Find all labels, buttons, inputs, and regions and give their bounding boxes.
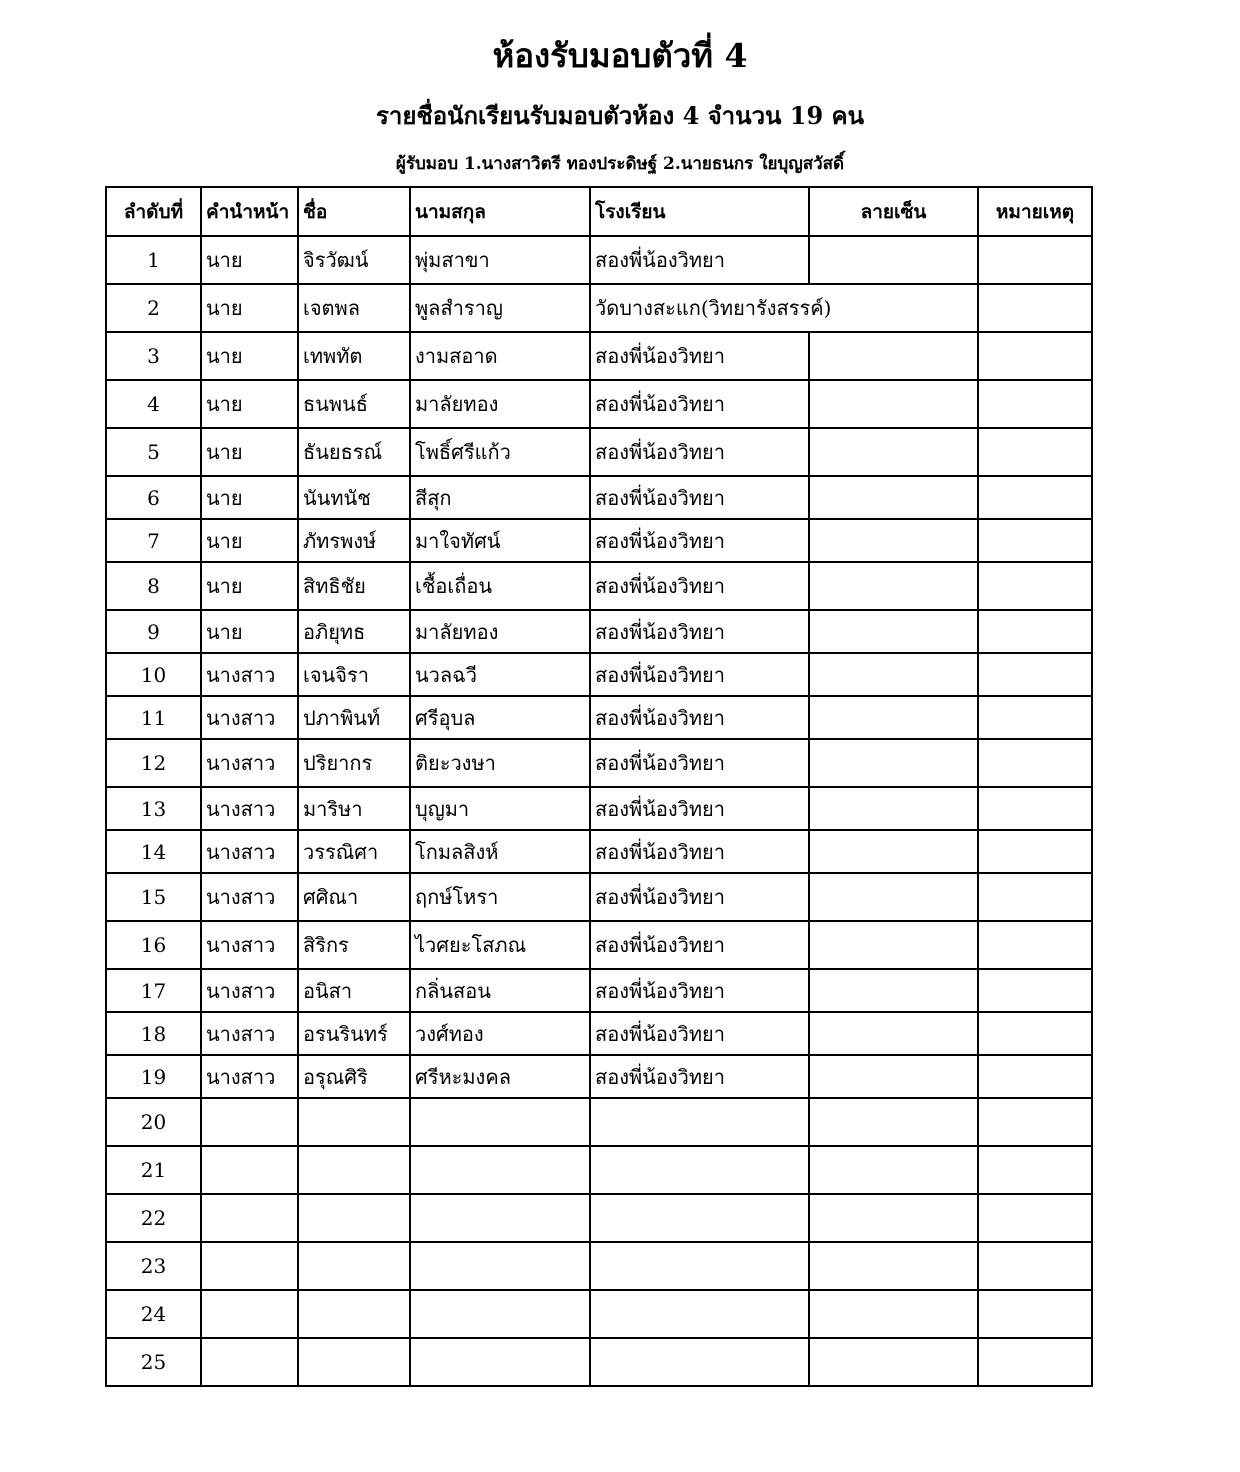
cell-order: 7 bbox=[106, 519, 201, 562]
cell-remarks bbox=[978, 969, 1092, 1012]
table-row bbox=[106, 830, 1092, 873]
header-remarks: หมายเหตุ bbox=[978, 187, 1092, 236]
cell-last-name: พูลสำราญ bbox=[410, 284, 590, 332]
cell-first-name: ธันยธรณ์ bbox=[298, 428, 410, 476]
cell-first-name: อรุณศิริ bbox=[298, 1055, 410, 1098]
cell-order: 14 bbox=[106, 830, 201, 873]
cell-school: สองพี่น้องวิทยา bbox=[590, 830, 809, 873]
cell-signature bbox=[809, 1012, 978, 1055]
cell-signature bbox=[809, 1194, 978, 1242]
receivers-line: ผู้รับมอบ 1.นางสาวิตรี ทองประดิษฐ์ 2.นายธนกร ใยบุญสวัสดิ์ bbox=[395, 154, 845, 174]
cell-last-name: โกมลสิงห์ bbox=[410, 830, 590, 873]
cell-remarks bbox=[978, 830, 1092, 873]
table-row bbox=[106, 1146, 1092, 1194]
cell-last-name: สีสุก bbox=[410, 476, 590, 519]
table-row bbox=[106, 1242, 1092, 1290]
cell-school: สองพี่น้องวิทยา bbox=[590, 653, 809, 696]
cell-signature bbox=[809, 1146, 978, 1194]
header-first-name: ชื่อ bbox=[298, 187, 410, 236]
cell-last-name bbox=[410, 1194, 590, 1242]
table-header-row bbox=[106, 187, 1092, 236]
cell-signature bbox=[809, 519, 978, 562]
cell-last-name: มาลัยทอง bbox=[410, 610, 590, 653]
cell-order: 15 bbox=[106, 873, 201, 921]
cell-last-name bbox=[410, 1290, 590, 1338]
cell-order: 17 bbox=[106, 969, 201, 1012]
cell-first-name: เจนจิรา bbox=[298, 653, 410, 696]
cell-first-name: เทพทัต bbox=[298, 332, 410, 380]
cell-last-name: มาลัยทอง bbox=[410, 380, 590, 428]
header-signature: ลายเซ็น bbox=[809, 187, 978, 236]
cell-order: 25 bbox=[106, 1338, 201, 1386]
cell-prefix: นางสาว bbox=[201, 739, 298, 787]
cell-signature bbox=[809, 1338, 978, 1386]
cell-prefix: นาย bbox=[201, 380, 298, 428]
cell-last-name bbox=[410, 1146, 590, 1194]
cell-signature bbox=[809, 332, 978, 380]
cell-remarks bbox=[978, 428, 1092, 476]
cell-signature bbox=[809, 873, 978, 921]
cell-remarks bbox=[978, 1055, 1092, 1098]
cell-school: สองพี่น้องวิทยา bbox=[590, 1012, 809, 1055]
cell-school bbox=[590, 1098, 809, 1146]
cell-first-name: จิรวัฒน์ bbox=[298, 236, 410, 284]
cell-order: 16 bbox=[106, 921, 201, 969]
table-row bbox=[106, 787, 1092, 830]
cell-remarks bbox=[978, 1098, 1092, 1146]
cell-school bbox=[590, 1194, 809, 1242]
cell-prefix: นาย bbox=[201, 236, 298, 284]
cell-last-name: งามสอาด bbox=[410, 332, 590, 380]
cell-remarks bbox=[978, 332, 1092, 380]
cell-remarks bbox=[978, 236, 1092, 284]
table-row bbox=[106, 236, 1092, 284]
cell-remarks bbox=[978, 873, 1092, 921]
cell-last-name: ฤกษ์โหรา bbox=[410, 873, 590, 921]
cell-remarks bbox=[978, 921, 1092, 969]
cell-first-name bbox=[298, 1194, 410, 1242]
cell-school: วัดบางสะแก(วิทยารังสรรค์) bbox=[590, 284, 978, 332]
cell-order: 2 bbox=[106, 284, 201, 332]
table-row bbox=[106, 562, 1092, 610]
cell-first-name: ภัทรพงษ์ bbox=[298, 519, 410, 562]
header-school: โรงเรียน bbox=[590, 187, 809, 236]
cell-prefix: นางสาว bbox=[201, 969, 298, 1012]
cell-first-name: ปภาพินท์ bbox=[298, 696, 410, 739]
cell-signature bbox=[809, 1290, 978, 1338]
cell-prefix: นางสาว bbox=[201, 830, 298, 873]
cell-last-name bbox=[410, 1338, 590, 1386]
table-row bbox=[106, 1012, 1092, 1055]
cell-prefix: นาย bbox=[201, 428, 298, 476]
cell-school: สองพี่น้องวิทยา bbox=[590, 428, 809, 476]
cell-order: 10 bbox=[106, 653, 201, 696]
cell-order: 13 bbox=[106, 787, 201, 830]
cell-remarks bbox=[978, 610, 1092, 653]
cell-remarks bbox=[978, 476, 1092, 519]
table-row bbox=[106, 380, 1092, 428]
cell-prefix: นาย bbox=[201, 476, 298, 519]
cell-prefix bbox=[201, 1338, 298, 1386]
cell-last-name: เชื้อเถื่อน bbox=[410, 562, 590, 610]
cell-signature bbox=[809, 696, 978, 739]
table-row bbox=[106, 284, 1092, 332]
cell-order: 21 bbox=[106, 1146, 201, 1194]
cell-order: 20 bbox=[106, 1098, 201, 1146]
cell-school: สองพี่น้องวิทยา bbox=[590, 969, 809, 1012]
cell-order: 23 bbox=[106, 1242, 201, 1290]
cell-first-name bbox=[298, 1098, 410, 1146]
cell-school bbox=[590, 1242, 809, 1290]
cell-order: 11 bbox=[106, 696, 201, 739]
cell-last-name: ไวศยะโสภณ bbox=[410, 921, 590, 969]
table-row bbox=[106, 921, 1092, 969]
page-subtitle: รายชื่อนักเรียนรับมอบตัวห้อง 4 จำนวน 19 คน bbox=[375, 101, 865, 130]
table-row bbox=[106, 1338, 1092, 1386]
cell-order: 4 bbox=[106, 380, 201, 428]
cell-signature bbox=[809, 610, 978, 653]
cell-school: สองพี่น้องวิทยา bbox=[590, 332, 809, 380]
table-row bbox=[106, 519, 1092, 562]
cell-first-name: สิริกร bbox=[298, 921, 410, 969]
cell-first-name: ศศิณา bbox=[298, 873, 410, 921]
cell-signature bbox=[809, 969, 978, 1012]
cell-order: 18 bbox=[106, 1012, 201, 1055]
cell-school: สองพี่น้องวิทยา bbox=[590, 873, 809, 921]
cell-last-name: ศรีอุบล bbox=[410, 696, 590, 739]
cell-remarks bbox=[978, 1194, 1092, 1242]
cell-order: 24 bbox=[106, 1290, 201, 1338]
table-row bbox=[106, 969, 1092, 1012]
cell-order: 6 bbox=[106, 476, 201, 519]
student-roster-table bbox=[105, 186, 1093, 1387]
cell-prefix bbox=[201, 1194, 298, 1242]
table-row bbox=[106, 1194, 1092, 1242]
cell-last-name: วงศ์ทอง bbox=[410, 1012, 590, 1055]
header-prefix: คำนำหน้า bbox=[201, 187, 298, 236]
cell-first-name bbox=[298, 1338, 410, 1386]
cell-last-name: โพธิ์ศรีแก้ว bbox=[410, 428, 590, 476]
cell-order: 5 bbox=[106, 428, 201, 476]
cell-prefix: นางสาว bbox=[201, 921, 298, 969]
cell-prefix: นางสาว bbox=[201, 653, 298, 696]
cell-first-name bbox=[298, 1146, 410, 1194]
cell-first-name: ธนพนธ์ bbox=[298, 380, 410, 428]
cell-order: 22 bbox=[106, 1194, 201, 1242]
cell-prefix: นาย bbox=[201, 519, 298, 562]
table-row bbox=[106, 653, 1092, 696]
cell-prefix bbox=[201, 1098, 298, 1146]
cell-prefix: นางสาว bbox=[201, 696, 298, 739]
cell-school: สองพี่น้องวิทยา bbox=[590, 562, 809, 610]
cell-signature bbox=[809, 921, 978, 969]
cell-order: 1 bbox=[106, 236, 201, 284]
table-row bbox=[106, 1290, 1092, 1338]
cell-remarks bbox=[978, 1242, 1092, 1290]
cell-order: 8 bbox=[106, 562, 201, 610]
table-row bbox=[106, 476, 1092, 519]
cell-signature bbox=[809, 1055, 978, 1098]
cell-last-name: พุ่มสาขา bbox=[410, 236, 590, 284]
cell-order: 3 bbox=[106, 332, 201, 380]
cell-order: 9 bbox=[106, 610, 201, 653]
cell-first-name: สิทธิชัย bbox=[298, 562, 410, 610]
table-row bbox=[106, 428, 1092, 476]
cell-school bbox=[590, 1290, 809, 1338]
cell-remarks bbox=[978, 380, 1092, 428]
cell-prefix: นาย bbox=[201, 610, 298, 653]
cell-prefix bbox=[201, 1242, 298, 1290]
cell-prefix: นางสาว bbox=[201, 787, 298, 830]
header-last-name: นามสกุล bbox=[410, 187, 590, 236]
cell-signature bbox=[809, 562, 978, 610]
cell-prefix: นาย bbox=[201, 284, 298, 332]
cell-remarks bbox=[978, 1338, 1092, 1386]
cell-signature bbox=[809, 739, 978, 787]
cell-signature bbox=[809, 787, 978, 830]
cell-school: สองพี่น้องวิทยา bbox=[590, 476, 809, 519]
cell-signature bbox=[809, 428, 978, 476]
cell-first-name bbox=[298, 1290, 410, 1338]
cell-school: สองพี่น้องวิทยา bbox=[590, 696, 809, 739]
cell-prefix bbox=[201, 1146, 298, 1194]
table-row bbox=[106, 1055, 1092, 1098]
cell-first-name: นันทนัช bbox=[298, 476, 410, 519]
cell-order: 12 bbox=[106, 739, 201, 787]
cell-signature bbox=[809, 476, 978, 519]
cell-last-name: กลิ่นสอน bbox=[410, 969, 590, 1012]
cell-prefix bbox=[201, 1290, 298, 1338]
cell-signature bbox=[809, 1098, 978, 1146]
cell-remarks bbox=[978, 562, 1092, 610]
table-row bbox=[106, 610, 1092, 653]
cell-remarks bbox=[978, 519, 1092, 562]
cell-first-name: อภิยุทธ bbox=[298, 610, 410, 653]
cell-first-name: ปริยากร bbox=[298, 739, 410, 787]
cell-last-name: บุญมา bbox=[410, 787, 590, 830]
cell-remarks bbox=[978, 696, 1092, 739]
table-row bbox=[106, 332, 1092, 380]
cell-school: สองพี่น้องวิทยา bbox=[590, 610, 809, 653]
cell-first-name: อรนรินทร์ bbox=[298, 1012, 410, 1055]
cell-school: สองพี่น้องวิทยา bbox=[590, 1055, 809, 1098]
table-row bbox=[106, 1098, 1092, 1146]
table-row bbox=[106, 873, 1092, 921]
cell-prefix: นาย bbox=[201, 332, 298, 380]
cell-last-name: นวลฉวี bbox=[410, 653, 590, 696]
cell-remarks bbox=[978, 284, 1092, 332]
cell-last-name bbox=[410, 1098, 590, 1146]
cell-last-name: ศรีหะมงคล bbox=[410, 1055, 590, 1098]
cell-order: 19 bbox=[106, 1055, 201, 1098]
cell-last-name: มาใจทัศน์ bbox=[410, 519, 590, 562]
cell-school: สองพี่น้องวิทยา bbox=[590, 787, 809, 830]
cell-school: สองพี่น้องวิทยา bbox=[590, 380, 809, 428]
cell-remarks bbox=[978, 1146, 1092, 1194]
table-row bbox=[106, 696, 1092, 739]
cell-signature bbox=[809, 1242, 978, 1290]
cell-first-name: เจตพล bbox=[298, 284, 410, 332]
cell-prefix: นางสาว bbox=[201, 1012, 298, 1055]
header-order: ลำดับที่ bbox=[106, 187, 201, 236]
cell-remarks bbox=[978, 1012, 1092, 1055]
cell-first-name: อนิสา bbox=[298, 969, 410, 1012]
cell-school: สองพี่น้องวิทยา bbox=[590, 739, 809, 787]
cell-school bbox=[590, 1146, 809, 1194]
cell-last-name: ติยะวงษา bbox=[410, 739, 590, 787]
table-row bbox=[106, 739, 1092, 787]
cell-prefix: นางสาว bbox=[201, 873, 298, 921]
cell-remarks bbox=[978, 1290, 1092, 1338]
cell-school: สองพี่น้องวิทยา bbox=[590, 519, 809, 562]
cell-signature bbox=[809, 236, 978, 284]
cell-prefix: นางสาว bbox=[201, 1055, 298, 1098]
cell-first-name bbox=[298, 1242, 410, 1290]
cell-last-name bbox=[410, 1242, 590, 1290]
cell-school: สองพี่น้องวิทยา bbox=[590, 236, 809, 284]
cell-first-name: วรรณิศา bbox=[298, 830, 410, 873]
cell-school: สองพี่น้องวิทยา bbox=[590, 921, 809, 969]
page-title: ห้องรับมอบตัวที่ 4 bbox=[492, 36, 748, 75]
cell-signature bbox=[809, 653, 978, 696]
cell-prefix: นาย bbox=[201, 562, 298, 610]
cell-first-name: มาริษา bbox=[298, 787, 410, 830]
cell-remarks bbox=[978, 739, 1092, 787]
cell-remarks bbox=[978, 787, 1092, 830]
cell-signature bbox=[809, 830, 978, 873]
cell-remarks bbox=[978, 653, 1092, 696]
cell-school bbox=[590, 1338, 809, 1386]
cell-signature bbox=[809, 380, 978, 428]
roster-body bbox=[106, 236, 1092, 1386]
